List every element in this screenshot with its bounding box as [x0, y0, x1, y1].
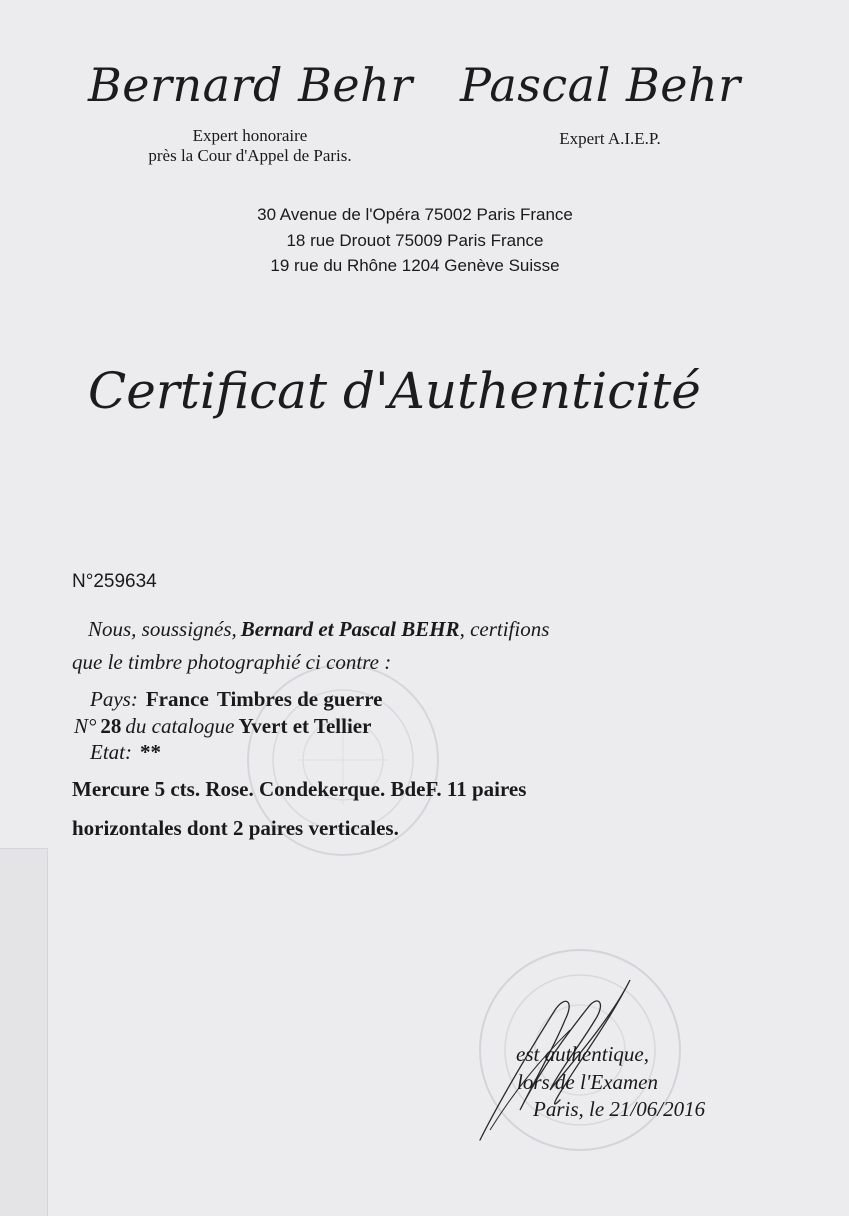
- number-value: 28: [100, 714, 122, 738]
- catalogue-value: Yvert et Tellier: [238, 714, 372, 738]
- country-value: France: [145, 687, 209, 711]
- address-line-paris-opera: 30 Avenue de l'Opéra 75002 Paris France: [257, 205, 573, 224]
- letterhead-name-bernard: Bernard Behr: [88, 58, 413, 112]
- number-label: N°: [74, 714, 97, 738]
- intro-prefix: Nous, soussignés,: [88, 617, 237, 641]
- title-expert-honoraire: Expert honoraire: [192, 126, 308, 145]
- intro-names: Bernard et Pascal BEHR: [240, 617, 460, 641]
- state-label: Etat:: [90, 740, 132, 764]
- address-line-geneve: 19 rue du Rhône 1204 Genève Suisse: [270, 256, 560, 275]
- country-row: [90, 687, 382, 712]
- closing-date: Paris, le 21/06/2016: [533, 1097, 706, 1121]
- catalogue-label: du catalogue: [125, 714, 235, 738]
- country-label: Pays:: [90, 687, 138, 711]
- intro-line-2: que le timbre photographié ci contre :: [72, 650, 392, 674]
- letterhead-name-pascal: Pascal Behr: [460, 58, 741, 112]
- paper-edge-shadow: [0, 848, 48, 1216]
- catalogue-row: [74, 714, 371, 739]
- category-value: Timbres de guerre: [216, 687, 383, 711]
- state-value: **: [140, 740, 161, 764]
- intro-suffix: , certifions: [459, 617, 550, 641]
- description-line-2: horizontales dont 2 paires verticales.: [72, 816, 399, 840]
- certificate-title: Certificat d'Authenticité: [88, 362, 701, 420]
- closing-line-2: lors de l'Examen: [517, 1070, 658, 1094]
- address-line-paris-drouot: 18 rue Drouot 75009 Paris France: [286, 231, 544, 250]
- closing-line-1: est authentique,: [516, 1042, 649, 1066]
- title-cour-appel: près la Cour d'Appel de Paris.: [148, 146, 352, 165]
- description-line-1: Mercure 5 cts. Rose. Condekerque. BdeF. 11 paires: [72, 777, 527, 801]
- certificate-number: N°259634: [72, 571, 157, 592]
- state-row: [90, 740, 161, 765]
- intro-line: [88, 617, 549, 642]
- title-expert-aiep: Expert A.I.E.P.: [559, 129, 661, 148]
